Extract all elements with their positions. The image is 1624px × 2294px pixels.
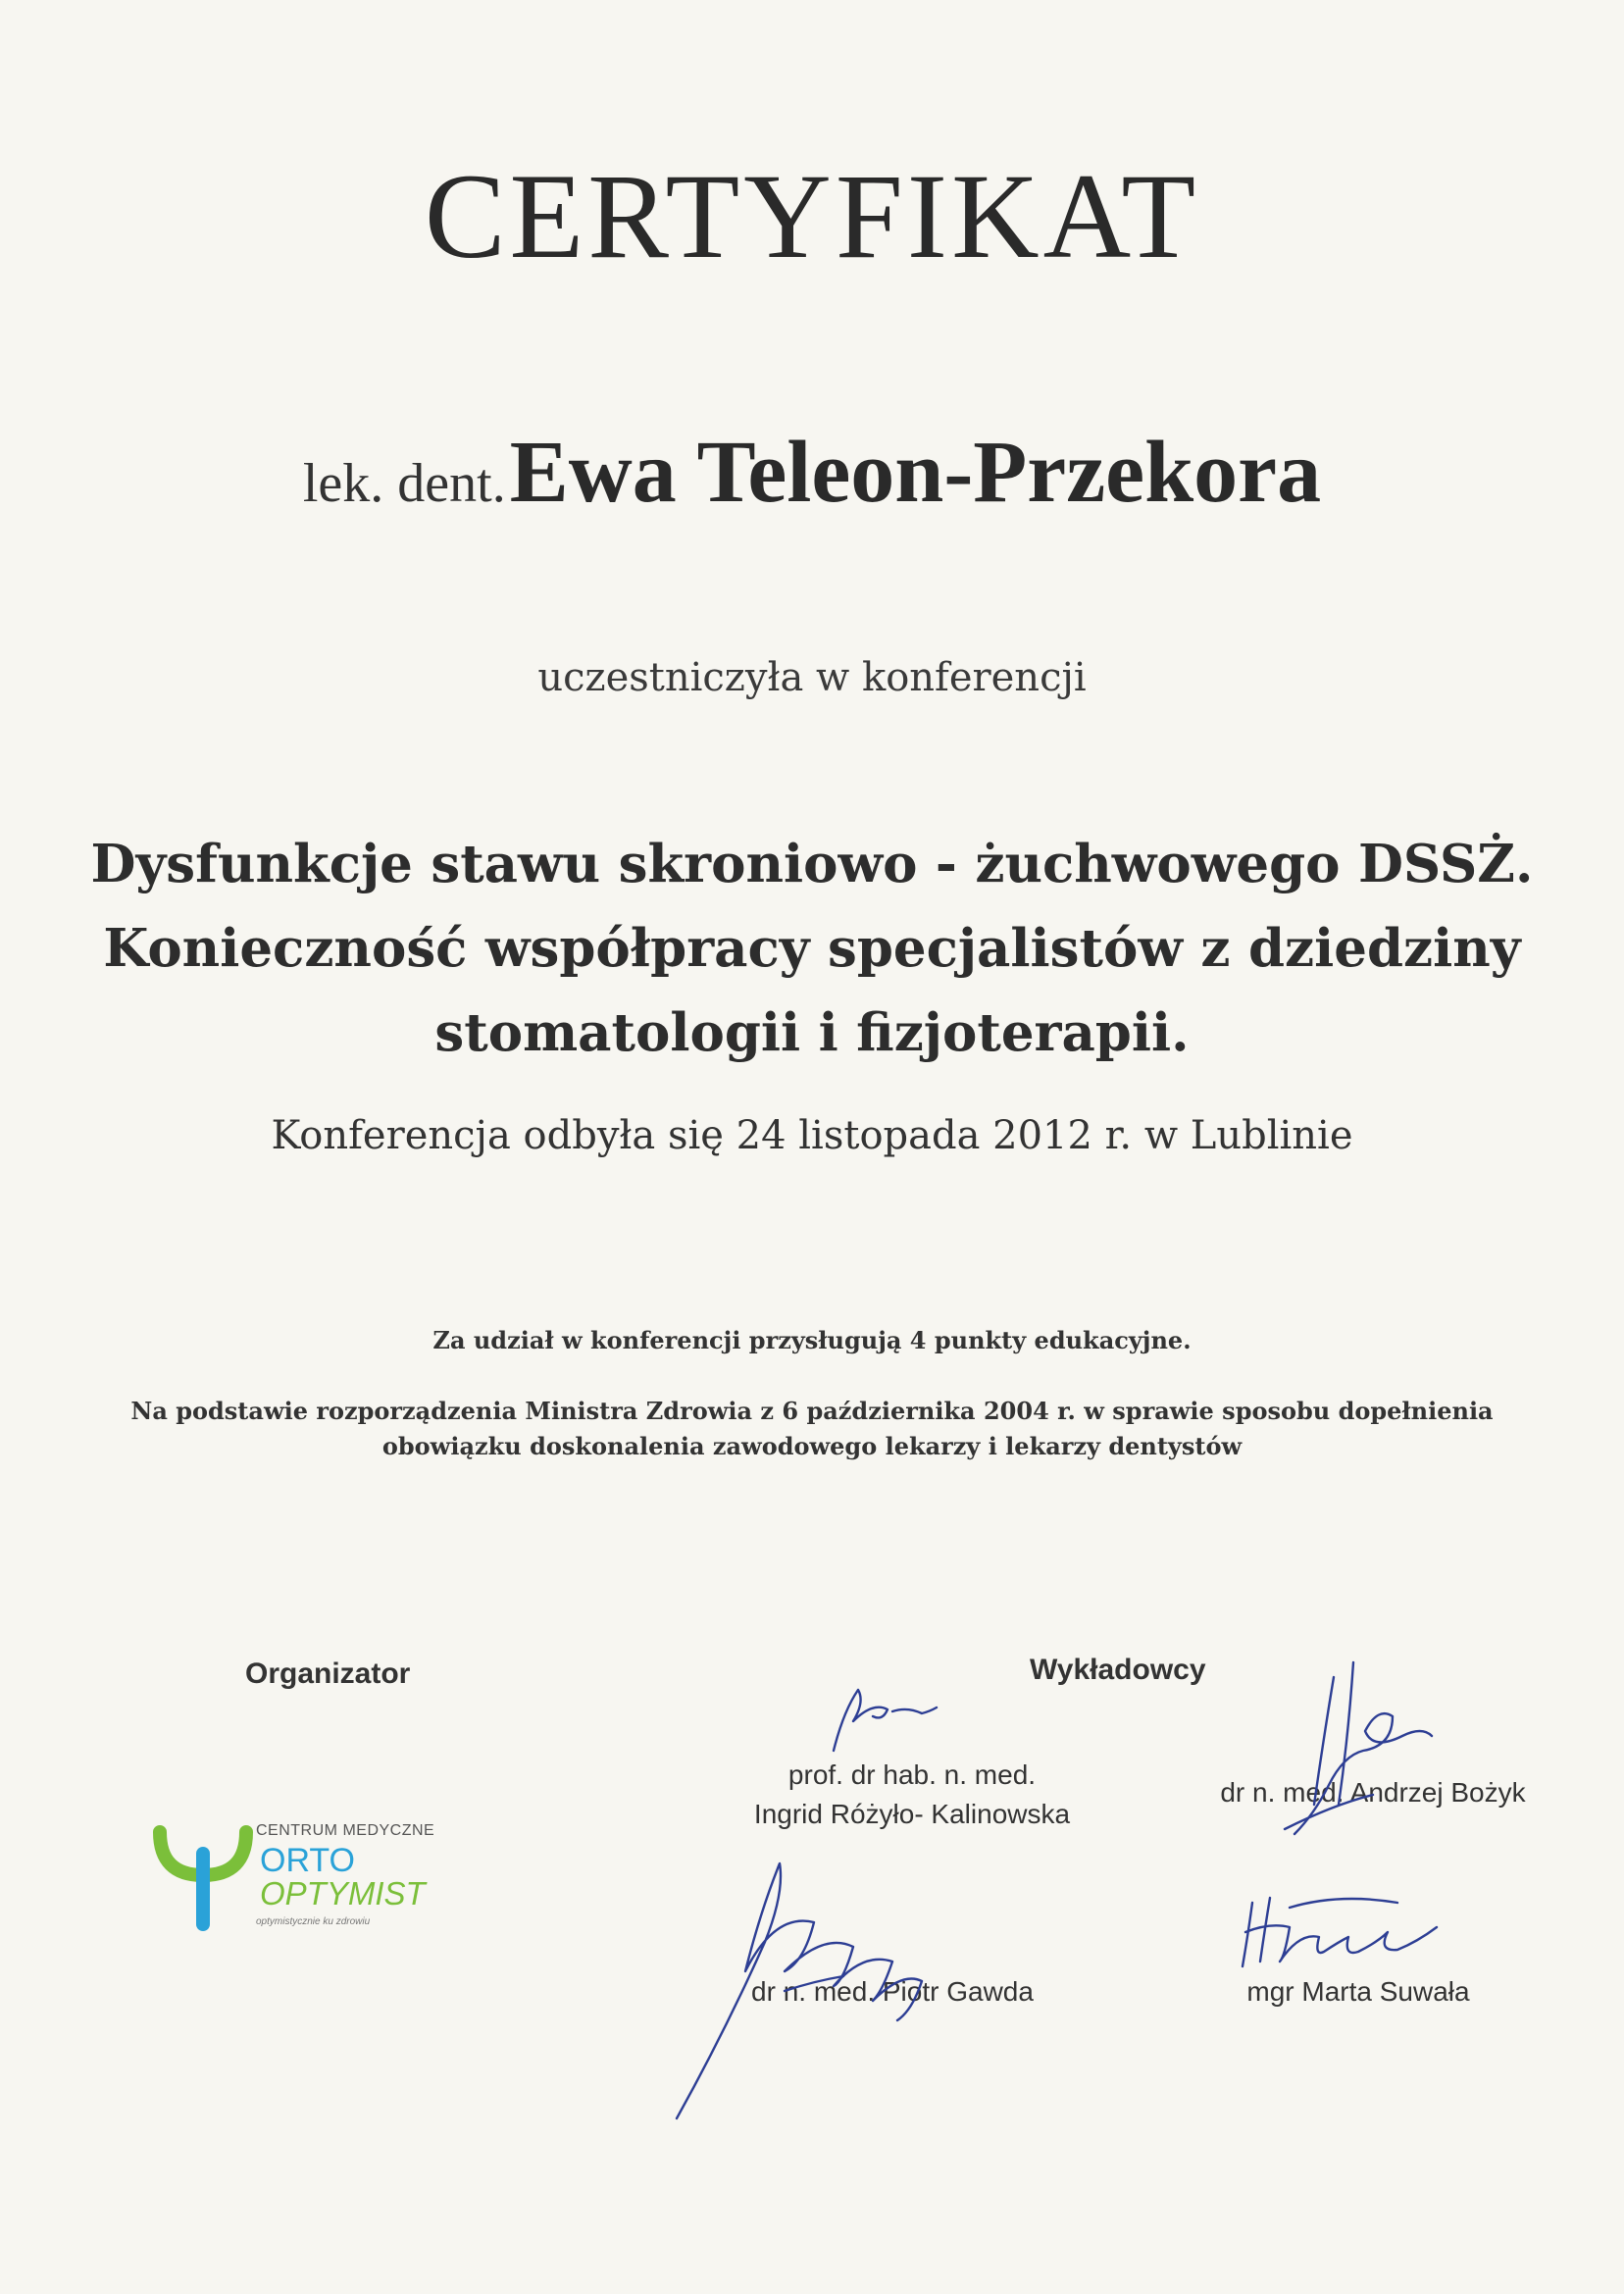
signature-4 xyxy=(1231,1883,1446,1971)
recipient-name: Ewa Teleon-Przekora xyxy=(509,424,1322,521)
orto-optymist-logo xyxy=(152,1814,446,1932)
lecturers-label: Wykładowcy xyxy=(1030,1654,1206,1686)
logo-line-1: CENTRUM MEDYCZNE xyxy=(256,1822,435,1839)
legal-basis-line-1: Na podstawie rozporządzenia Ministra Zdrowia z 6 października 2004 r. w sprawie sposobu dopełnienia xyxy=(130,1397,1494,1425)
conference-topic-line-1: Dysfunkcje stawu skroniowo - żuchwowego DSSŻ. xyxy=(90,834,1534,894)
lecturer-3: dr n. med. Piotr Gawda xyxy=(751,1976,1034,2007)
conference-info: Konferencja odbyła się 24 listopada 2012 r. w Lublinie xyxy=(271,1113,1353,1158)
lecturer-1-name: Ingrid Różyło- Kalinowska xyxy=(753,1799,1071,1829)
signature-3 xyxy=(667,1854,990,2128)
lecturer-1 xyxy=(686,1756,1138,1834)
lecturer-1-title: prof. dr hab. n. med. xyxy=(787,1759,1037,1790)
organizer-label: Organizator xyxy=(245,1657,411,1690)
recipient-prefix: lek. dent. xyxy=(302,453,506,514)
lecturer-4: mgr Marta Suwała xyxy=(1246,1976,1470,2007)
participation-text: uczestniczyła w konferencji xyxy=(537,655,1087,700)
legal-basis-line-2: obowiązku doskonalenia zawodowego lekarzy i lekarzy dentystów xyxy=(381,1432,1243,1460)
logo-y-symbol-icon xyxy=(152,1814,260,1932)
recipient xyxy=(0,422,1624,523)
lecturer-2: dr n. med. Andrzej Bożyk xyxy=(1220,1777,1526,1808)
logo-tagline: optymistycznie ku zdrowiu xyxy=(256,1916,371,1927)
logo-line-2: ORTO xyxy=(260,1842,355,1879)
certificate-title: CERTYFIKAT xyxy=(424,149,1200,283)
signature-2 xyxy=(1255,1657,1451,1844)
logo-line-3: OPTYMIST xyxy=(260,1875,426,1912)
signature-1 xyxy=(814,1672,981,1760)
conference-topic-line-2: Konieczność współpracy specjalistów z dziedziny xyxy=(103,918,1521,979)
education-points-text: Za udział w konferencji przysługują 4 punkty edukacyjne. xyxy=(432,1326,1192,1354)
conference-topic-line-3: stomatologii i fizjoterapii. xyxy=(434,1002,1190,1063)
